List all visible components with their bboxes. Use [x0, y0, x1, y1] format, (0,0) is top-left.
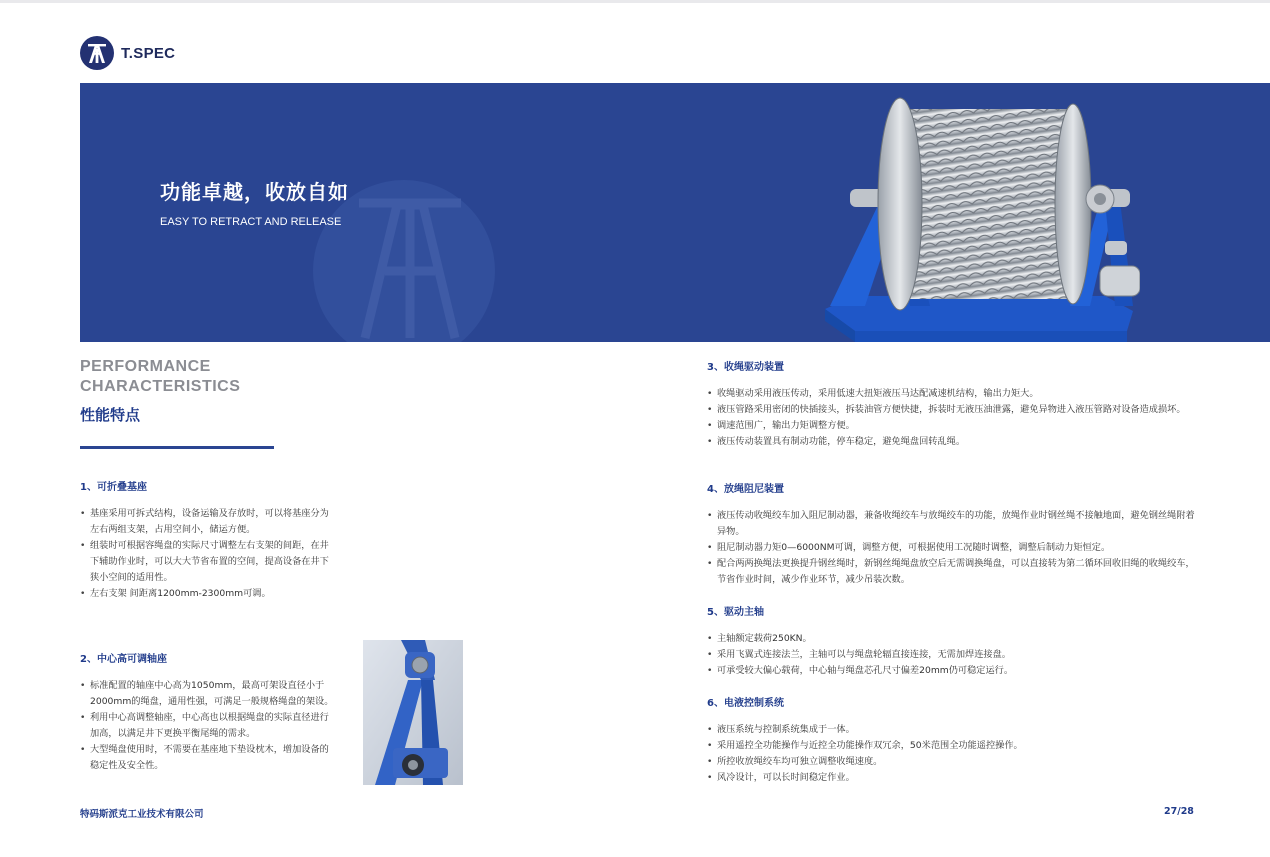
section-adjustable-bearing	[80, 653, 335, 774]
bullet-item: • 采用飞翼式连接法兰，主轴可以与绳盘轮辐直接连接，无需加焊连接盘。	[707, 647, 1200, 663]
bullet-item: • 利用中心高调整轴座，中心高也以根据绳盘的实际直径进行加高，以满足井下更换平衡尾绳的需求。	[80, 710, 335, 742]
brand-logo[interactable]	[80, 36, 175, 70]
performance-heading-en-line2: CHARACTERISTICS	[80, 378, 241, 395]
bullet-item: • 基座采用可拆式结构，设备运输及存放时，可以将基座分为左右两组支架，占用空间小，储运方便。	[80, 506, 335, 538]
section-foldable-base	[80, 481, 335, 602]
footer-company: 特码斯派克工业技术有限公司	[80, 809, 204, 820]
section-title: 5、驱动主轴	[707, 607, 764, 618]
top-rule	[0, 0, 1270, 3]
section-title: 2、中心高可调轴座	[80, 654, 167, 665]
bullet-item: • 调速范围广，输出力矩调整方便。	[707, 418, 1200, 434]
bullet-list	[80, 506, 335, 602]
bullet-list	[707, 631, 1200, 679]
headframe-watermark-icon	[355, 193, 465, 342]
section-electro-hydraulic-control	[707, 697, 1200, 786]
bullet-item: • 采用遥控全功能操作与近控全功能操作双冗余，50米范围全功能遥控操作。	[707, 738, 1200, 754]
bullet-item: • 组装时可根据容绳盘的实际尺寸调整左右支架的间距，在井下辅助作业时，可以大大节省布置的空间，提高设备在井下狭小空间的适用性。	[80, 538, 335, 586]
bullet-list	[707, 508, 1200, 588]
section-title: 1、可折叠基座	[80, 482, 147, 493]
bullet-list	[80, 678, 335, 774]
bullet-list	[707, 386, 1200, 450]
bullet-item: • 主轴额定载荷250KN。	[707, 631, 1200, 647]
section-title: 3、收绳驱动装置	[707, 362, 784, 373]
bullet-item: • 收绳驱动采用液压传动，采用低速大扭矩液压马达配减速机结构，输出力矩大。	[707, 386, 1200, 402]
bullet-item: • 风冷设计，可以长时间稳定作业。	[707, 770, 1200, 786]
section-title: 4、放绳阻尼装置	[707, 484, 784, 495]
brand-name: T.SPEC	[121, 44, 176, 62]
bullet-item: • 可承受较大偏心载荷，中心轴与绳盘芯孔尺寸偏差20mm仍可稳定运行。	[707, 663, 1200, 679]
section-title: 6、电液控制系统	[707, 698, 784, 709]
section-drive-shaft	[707, 606, 1200, 679]
bullet-item: • 液压传动收绳绞车加入阻尼制动器，兼备收绳绞车与放绳绞车的功能，放绳作业时钢丝绳不接触地面，避免钢丝绳附着异物。	[707, 508, 1200, 540]
adjustable-bearing-stand-image	[363, 640, 463, 785]
hero-banner	[80, 83, 1270, 342]
headframe-logo-icon	[80, 36, 114, 70]
bullet-item: • 左右支架 间距离1200mm-2300mm可调。	[80, 586, 335, 602]
bullet-item: • 液压传动装置具有制动功能，停车稳定，避免绳盘回转乱绳。	[707, 434, 1200, 450]
performance-heading-cn: 性能特点	[80, 406, 141, 424]
bullet-item: • 所控收放绳绞车均可独立调整收绳速度。	[707, 754, 1200, 770]
bullet-item: • 大型绳盘使用时，不需要在基座地下垫设枕木，增加设备的稳定性及安全性。	[80, 742, 335, 774]
bullet-item: • 液压管路采用密闭的快插接头，拆装油管方便快捷，拆装时无液压油泄露，避免异物进入液压管路对设备造成损坏。	[707, 402, 1200, 418]
banner-title: 功能卓越，收放自如	[160, 180, 349, 204]
bullet-item: • 标准配置的轴座中心高为1050mm，最高可架设直径小于2000mm的绳盘，通用性强，可满足一般规格绳盘的架设。	[80, 678, 335, 710]
bullet-item: • 配合两两换绳法更换提升钢丝绳时，新钢丝绳绳盘放空后无需调换绳盘，可以直接转为第二循环回收旧绳的收绳绞车，节省作业时间，减少作业环节，减少吊装次数。	[707, 556, 1200, 588]
page-number: 27/28	[1164, 806, 1194, 817]
bullet-item: • 阻尼制动器力矩0—6000NM可调，调整方便，可根据使用工况随时调整，调整后制动力矩恒定。	[707, 540, 1200, 556]
cable-reel-winch-image	[815, 91, 1140, 342]
performance-heading-en	[80, 357, 240, 397]
section-release-damper	[707, 483, 1200, 588]
performance-underline	[80, 446, 274, 449]
banner-subtitle: EASY TO RETRACT AND RELEASE	[160, 216, 342, 228]
section-retract-drive	[707, 361, 1200, 450]
bullet-list	[707, 722, 1200, 786]
bullet-item: • 液压系统与控制系统集成于一体。	[707, 722, 1200, 738]
performance-heading-en-line1: PERFORMANCE	[80, 358, 211, 375]
